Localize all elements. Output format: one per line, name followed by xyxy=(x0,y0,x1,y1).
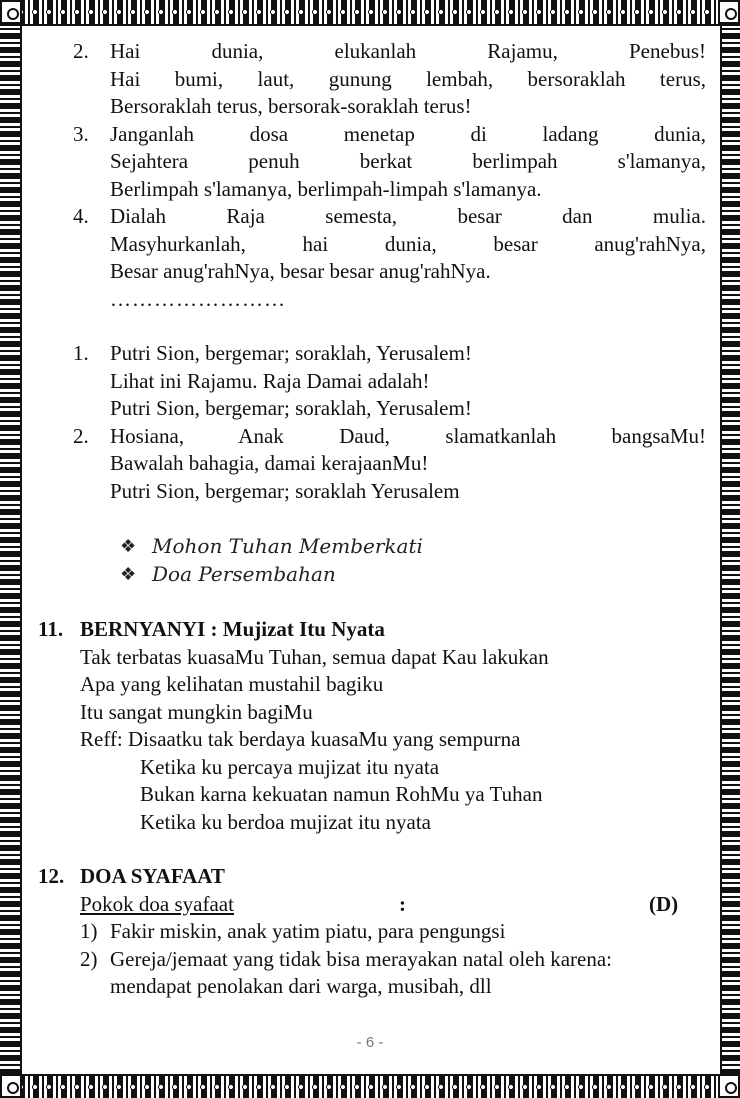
diamond-bullet-icon: ❖ xyxy=(120,536,137,557)
heading-colon: : xyxy=(399,891,406,916)
verse-number: 1. xyxy=(73,341,89,365)
reff-lyrics xyxy=(140,754,716,837)
verse xyxy=(30,423,716,506)
page-content xyxy=(30,38,716,1001)
verse-line: Putri Sion, bergemar; soraklah Yerusalem xyxy=(110,478,460,503)
diamond-bullet-icon: ❖ xyxy=(120,563,137,585)
item-line: Fakir miskin, anak yatim piatu, para pengungsi xyxy=(110,919,506,943)
item-line: Gereja/jemaat yang tidak bisa merayakan natal oleh karena: xyxy=(110,946,613,971)
verse xyxy=(30,38,716,121)
bullet-text: Doa Persembahan xyxy=(152,561,336,586)
verse-line: Berlimpah s'lamanya, berlimpah-limpah s'lamanya. xyxy=(110,176,542,201)
section-subtitle: Pokok doa syafaat xyxy=(80,891,234,916)
section-number: 12. xyxy=(38,864,65,888)
lyric-line: Apa yang kelihatan mustahil bagiku xyxy=(80,672,384,696)
lyric-line: Reff: Disaatku tak berdaya kuasaMu yang sempurna xyxy=(80,727,521,751)
corner-ornament xyxy=(0,0,22,24)
liturgy-bullets xyxy=(120,533,716,588)
section-number: 11. xyxy=(38,617,64,641)
verse xyxy=(30,340,716,423)
lyric-line: Ketika ku berdoa mujizat itu nyata xyxy=(140,809,431,834)
verse-line: Putri Sion, bergemar; soraklah, Yerusalem! xyxy=(110,396,472,420)
item-text xyxy=(110,918,716,946)
lyric-line: Itu sangat mungkin bagiMu xyxy=(80,699,313,724)
separator-dots: …………………… xyxy=(110,286,286,311)
border-left xyxy=(0,0,22,1098)
corner-ornament xyxy=(718,0,740,24)
verse-text xyxy=(110,340,706,423)
prayer-item xyxy=(80,918,716,946)
lyric-line: Tak terbatas kuasaMu Tuhan, semua dapat Kau lakukan xyxy=(80,644,549,669)
verse-number: 2. xyxy=(73,39,89,63)
verse-line: Bawalah bahagia, damai kerajaanMu! xyxy=(110,451,429,475)
verse-line: Hosiana, Anak Daud, slamatkanlah bangsaMu! xyxy=(110,423,706,448)
prayer-item xyxy=(80,946,716,1001)
verse-line: Putri Sion, bergemar; soraklah, Yerusalem! xyxy=(110,341,472,365)
verse-number: 4. xyxy=(73,204,89,228)
section-heading xyxy=(30,616,716,644)
verse xyxy=(30,203,716,286)
verse-line: Hai bumi, laut, gunung lembah, bersoraklah terus, xyxy=(110,66,706,91)
verse-number: 2. xyxy=(73,423,89,448)
verse-line: Besar anug'rahNya, besar besar anug'rahNya. xyxy=(110,259,491,283)
verse-line: Dialah Raja semesta, besar dan mulia. xyxy=(110,204,706,228)
section-title: BERNYANYI : Mujizat Itu Nyata xyxy=(80,617,385,641)
role-code: (D) xyxy=(649,891,679,916)
bullet-item xyxy=(120,561,716,589)
border-bottom xyxy=(0,1074,740,1098)
border-top xyxy=(0,0,740,26)
section-title: DOA SYAFAAT xyxy=(80,864,225,888)
verse xyxy=(30,121,716,204)
verse-line: Lihat ini Rajamu. Raja Damai adalah! xyxy=(110,368,430,393)
verse-line: Bersoraklah terus, bersorak-soraklah terus! xyxy=(110,94,472,118)
lyric-line: Bukan karna kekuatan namun RohMu ya Tuhan xyxy=(140,782,543,806)
border-right xyxy=(720,0,740,1098)
verse-line: Hai dunia, elukanlah Rajamu, Penebus! xyxy=(110,39,706,63)
verse-text xyxy=(110,38,706,121)
item-number: 2) xyxy=(80,946,98,971)
corner-ornament xyxy=(0,1074,22,1098)
corner-ornament xyxy=(718,1074,740,1098)
bullet-text: Mohon Tuhan Memberkati xyxy=(152,534,423,558)
verse-line: Janganlah dosa menetap di ladang dunia, xyxy=(110,121,706,146)
verse-text xyxy=(110,423,706,506)
verse-text xyxy=(110,203,706,286)
item-number: 1) xyxy=(80,919,98,943)
verse-number: 3. xyxy=(73,121,89,146)
lyric-line: Ketika ku percaya mujizat itu nyata xyxy=(140,754,440,779)
verse-line: Masyhurkanlah, hai dunia, besar anug'rahNya, xyxy=(110,231,706,256)
verse-text xyxy=(110,121,706,204)
bullet-item xyxy=(120,533,716,561)
item-line: mendapat penolakan dari warga, musibah, dll xyxy=(110,974,492,998)
item-text xyxy=(110,946,716,1001)
verse-line: Sejahtera penuh berkat berlimpah s'lamanya, xyxy=(110,149,706,173)
page-number: - 6 - xyxy=(356,1034,384,1051)
song-lyrics xyxy=(80,644,716,754)
